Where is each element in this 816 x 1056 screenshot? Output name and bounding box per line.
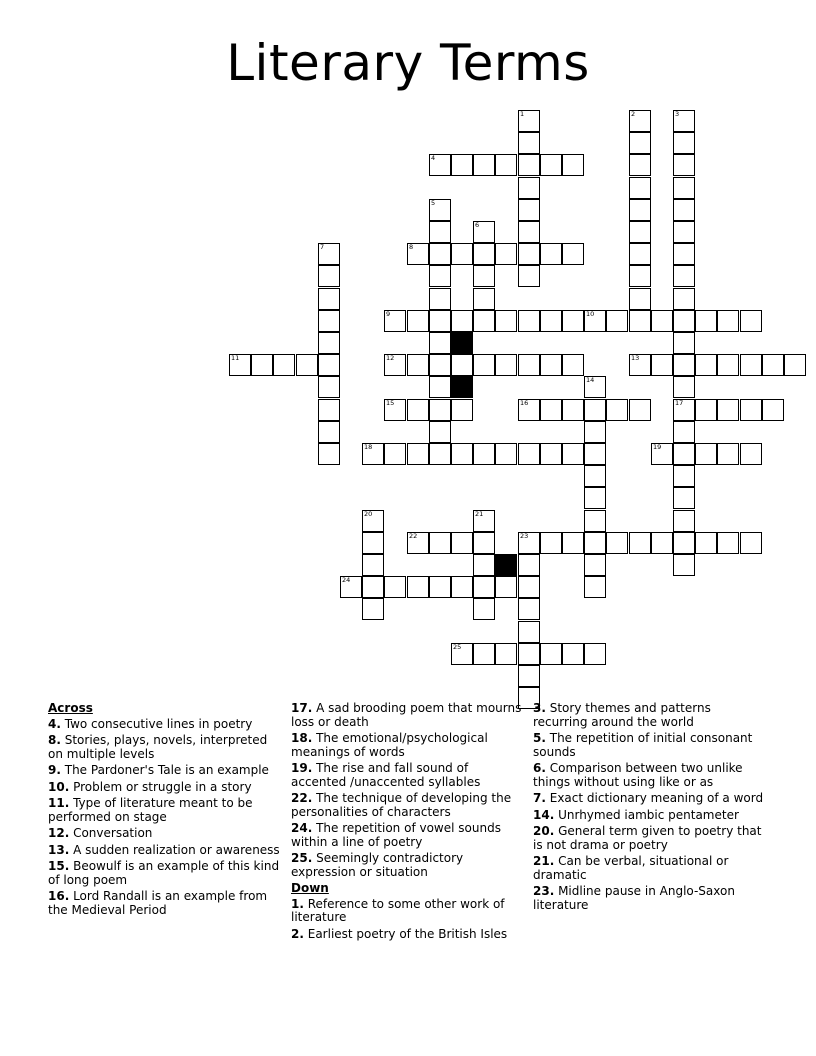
grid-cell[interactable] [673, 465, 695, 487]
clue-item [291, 732, 523, 759]
grid-cell[interactable] [673, 421, 695, 443]
grid-cell[interactable] [673, 221, 695, 243]
clue-number-label: 4. [48, 716, 61, 731]
clue-number: 1 [520, 110, 525, 118]
clue-text: A sudden realization or awareness [69, 842, 280, 857]
grid-cell[interactable] [495, 576, 517, 598]
clue-number-label: 14. [533, 807, 555, 822]
clue-text: Seemingly contradictory expression or situation [291, 851, 464, 879]
clue-number: 4 [431, 154, 436, 162]
grid-cell[interactable] [629, 288, 651, 310]
grid-cell[interactable] [429, 265, 451, 287]
grid-cell[interactable] [584, 554, 606, 576]
clue-item [48, 827, 280, 841]
clue-text: Comparison between two unlike things without using like or as [533, 761, 743, 789]
grid-cell[interactable] [673, 154, 695, 176]
clue-number: 24 [342, 576, 351, 584]
grid-cell[interactable] [407, 310, 429, 332]
grid-cell[interactable] [451, 399, 473, 421]
grid-cell[interactable] [518, 621, 540, 643]
grid-cell[interactable] [318, 376, 340, 398]
grid-cell[interactable] [584, 376, 606, 398]
clue-item [533, 825, 765, 852]
grid-cell[interactable] [473, 643, 495, 665]
grid-cell[interactable] [518, 110, 540, 132]
grid-cell[interactable] [740, 310, 762, 332]
grid-cell[interactable] [451, 154, 473, 176]
grid-cell[interactable] [318, 399, 340, 421]
grid-cell[interactable] [473, 265, 495, 287]
clue-text: Conversation [69, 826, 153, 840]
grid-cell[interactable] [384, 443, 406, 465]
clue-number: 15 [386, 399, 395, 407]
grid-cell[interactable] [318, 243, 340, 265]
grid-cell[interactable] [495, 154, 517, 176]
grid-cell[interactable] [362, 532, 384, 554]
grid-cell[interactable] [296, 354, 318, 376]
clue-text: Story themes and patterns recurring around the world [533, 701, 711, 729]
grid-cell[interactable] [673, 132, 695, 154]
grid-cell[interactable] [429, 288, 451, 310]
grid-cell[interactable] [584, 465, 606, 487]
clue-number-label: 24. [291, 821, 313, 835]
grid-cell[interactable] [562, 310, 584, 332]
grid-cell[interactable] [695, 310, 717, 332]
grid-cell[interactable] [740, 532, 762, 554]
clue-number: 20 [364, 510, 373, 518]
clue-item [533, 809, 765, 823]
clue-number-label: 6. [533, 761, 546, 775]
grid-cell[interactable] [695, 399, 717, 421]
grid-cell[interactable] [740, 399, 762, 421]
grid-cell[interactable] [584, 510, 606, 532]
clue-item [48, 718, 280, 732]
grid-cell[interactable] [673, 554, 695, 576]
clue-number: 19 [653, 443, 662, 451]
grid-cell[interactable] [562, 443, 584, 465]
grid-cell[interactable] [362, 443, 384, 465]
grid-cell[interactable] [318, 332, 340, 354]
grid-cell[interactable] [717, 532, 739, 554]
grid-cell[interactable] [318, 421, 340, 443]
clue-text: Exact dictionary meaning of a word [545, 791, 764, 805]
clue-text: Earliest poetry of the British Isles [303, 926, 508, 941]
grid-cell[interactable] [429, 332, 451, 354]
grid-cell[interactable] [473, 510, 495, 532]
grid-cell[interactable] [495, 443, 517, 465]
clue-number: 13 [631, 354, 640, 362]
grid-cell[interactable] [518, 443, 540, 465]
clue-item [533, 702, 765, 729]
grid-cell[interactable] [717, 354, 739, 376]
clue-number-label: 1. [291, 896, 304, 911]
grid-cell[interactable] [318, 288, 340, 310]
grid-cell[interactable] [584, 310, 606, 332]
grid-cell[interactable] [629, 199, 651, 221]
clue-item [291, 792, 523, 819]
grid-cell[interactable] [784, 354, 806, 376]
grid-cell[interactable] [429, 310, 451, 332]
grid-cell[interactable] [695, 532, 717, 554]
grid-cell[interactable] [318, 265, 340, 287]
clue-number: 11 [231, 354, 240, 362]
grid-cell[interactable] [518, 598, 540, 620]
grid-cell[interactable] [606, 532, 628, 554]
clue-number-label: 9. [48, 763, 61, 777]
clue-item [291, 822, 523, 849]
grid-cell[interactable] [673, 354, 695, 376]
clue-number-label: 13. [48, 842, 70, 857]
grid-cell[interactable] [340, 576, 362, 598]
grid-cell[interactable] [429, 199, 451, 221]
grid-cell[interactable] [518, 399, 540, 421]
clue-text: The technique of developing the personalities of characters [291, 791, 512, 819]
clue-number-label: 17. [291, 701, 313, 715]
grid-cell[interactable] [318, 443, 340, 465]
grid-cell[interactable] [695, 443, 717, 465]
grid-cell[interactable] [651, 443, 673, 465]
clue-item [291, 762, 523, 789]
grid-cell[interactable] [473, 598, 495, 620]
black-square [451, 332, 473, 354]
clue-number-label: 12. [48, 826, 70, 840]
grid-cell[interactable] [717, 399, 739, 421]
clue-number-label: 8. [48, 733, 61, 747]
grid-cell[interactable] [407, 576, 429, 598]
grid-cell[interactable] [629, 354, 651, 376]
grid-cell[interactable] [451, 643, 473, 665]
grid-cell[interactable] [540, 443, 562, 465]
clue-number-label: 23. [533, 884, 555, 898]
grid-cell[interactable] [518, 354, 540, 376]
grid-cell[interactable] [584, 399, 606, 421]
clue-number-label: 3. [533, 701, 546, 715]
grid-cell[interactable] [429, 421, 451, 443]
clue-item [291, 852, 523, 879]
page-title: Literary Terms [226, 34, 590, 92]
clue-number: 8 [409, 243, 414, 251]
grid-cell[interactable] [384, 354, 406, 376]
grid-cell[interactable] [629, 177, 651, 199]
grid-cell[interactable] [273, 354, 295, 376]
clue-text: Unrhymed iambic pentameter [554, 807, 739, 822]
grid-cell[interactable] [362, 554, 384, 576]
clue-number: 10 [586, 310, 595, 318]
grid-cell[interactable] [673, 532, 695, 554]
clue-item [48, 844, 280, 858]
grid-cell[interactable] [473, 154, 495, 176]
grid-cell[interactable] [495, 354, 517, 376]
clue-item [291, 898, 523, 925]
grid-cell[interactable] [362, 598, 384, 620]
clue-item [291, 928, 523, 942]
grid-cell[interactable] [518, 576, 540, 598]
grid-cell[interactable] [584, 421, 606, 443]
clue-number-label: 18. [291, 731, 313, 745]
grid-cell[interactable] [762, 354, 784, 376]
clue-number: 23 [520, 532, 529, 540]
clue-text: General term given to poetry that is not drama or poetry [533, 824, 762, 852]
clue-text: The repetition of vowel sounds within a line of poetry [291, 821, 501, 849]
grid-cell[interactable] [518, 265, 540, 287]
clue-number: 7 [320, 243, 325, 251]
clue-number: 12 [386, 354, 395, 362]
clue-number: 17 [675, 399, 684, 407]
grid-cell[interactable] [673, 487, 695, 509]
grid-cell[interactable] [473, 310, 495, 332]
clue-item [48, 860, 280, 887]
grid-cell[interactable] [473, 243, 495, 265]
clue-number: 18 [364, 443, 373, 451]
grid-cell[interactable] [451, 243, 473, 265]
grid-cell[interactable] [651, 354, 673, 376]
grid-cell[interactable] [518, 532, 540, 554]
clue-number-label: 15. [48, 859, 70, 873]
clue-number-label: 7. [533, 791, 546, 805]
grid-cell[interactable] [429, 376, 451, 398]
grid-cell[interactable] [673, 399, 695, 421]
grid-cell[interactable] [584, 643, 606, 665]
across-header: Across [48, 701, 93, 715]
clue-text: Two consecutive lines in poetry [60, 716, 253, 731]
grid-cell[interactable] [562, 643, 584, 665]
grid-cell[interactable] [451, 576, 473, 598]
down-header: Down [291, 881, 329, 895]
grid-cell[interactable] [629, 532, 651, 554]
clue-number-label: 20. [533, 824, 555, 838]
clue-column-3 [533, 702, 765, 915]
grid-cell[interactable] [584, 443, 606, 465]
grid-cell[interactable] [540, 154, 562, 176]
clue-item [533, 792, 765, 806]
clue-text: Type of literature meant to be performed on stage [48, 796, 253, 824]
clue-text: The emotional/psychological meanings of words [291, 731, 488, 759]
grid-cell[interactable] [473, 354, 495, 376]
grid-cell[interactable] [384, 576, 406, 598]
clue-item [291, 702, 523, 729]
black-square [495, 554, 517, 576]
clue-number-label: 22. [291, 791, 313, 805]
grid-cell[interactable] [518, 643, 540, 665]
clue-text: Stories, plays, novels, interpreted on multiple levels [48, 733, 268, 761]
grid-cell[interactable] [407, 399, 429, 421]
grid-cell[interactable] [495, 310, 517, 332]
grid-cell[interactable] [407, 243, 429, 265]
grid-cell[interactable] [584, 576, 606, 598]
grid-cell[interactable] [384, 399, 406, 421]
grid-cell[interactable] [673, 310, 695, 332]
grid-cell[interactable] [473, 576, 495, 598]
grid-cell[interactable] [629, 243, 651, 265]
grid-cell[interactable] [451, 443, 473, 465]
clue-item [48, 781, 280, 795]
clue-text: Reference to some other work of literature [291, 896, 505, 924]
grid-cell[interactable] [717, 443, 739, 465]
grid-cell[interactable] [518, 665, 540, 687]
grid-cell[interactable] [429, 154, 451, 176]
clue-text: Problem or struggle in a story [69, 779, 252, 794]
grid-cell[interactable] [429, 354, 451, 376]
clue-text: Lord Randall is an example from the Medieval Period [48, 889, 268, 917]
clue-item [48, 734, 280, 761]
grid-cell[interactable] [429, 221, 451, 243]
grid-cell[interactable] [673, 376, 695, 398]
grid-cell[interactable] [606, 399, 628, 421]
grid-cell[interactable] [629, 110, 651, 132]
grid-cell[interactable] [651, 532, 673, 554]
grid-cell[interactable] [673, 110, 695, 132]
grid-cell[interactable] [629, 221, 651, 243]
clue-number-label: 25. [291, 851, 313, 865]
grid-cell[interactable] [518, 199, 540, 221]
grid-cell[interactable] [584, 487, 606, 509]
grid-cell[interactable] [740, 443, 762, 465]
grid-cell[interactable] [451, 310, 473, 332]
grid-cell[interactable] [562, 243, 584, 265]
clue-number: 21 [475, 510, 484, 518]
clue-number: 6 [475, 221, 480, 229]
grid-cell[interactable] [518, 154, 540, 176]
grid-cell[interactable] [540, 310, 562, 332]
grid-cell[interactable] [473, 532, 495, 554]
grid-cell[interactable] [518, 243, 540, 265]
grid-cell[interactable] [673, 288, 695, 310]
grid-cell[interactable] [362, 510, 384, 532]
grid-cell[interactable] [362, 576, 384, 598]
grid-cell[interactable] [629, 265, 651, 287]
grid-cell[interactable] [562, 399, 584, 421]
grid-cell[interactable] [673, 443, 695, 465]
grid-cell[interactable] [717, 310, 739, 332]
grid-cell[interactable] [540, 243, 562, 265]
grid-cell[interactable] [651, 310, 673, 332]
clue-item [533, 885, 765, 912]
grid-cell[interactable] [473, 288, 495, 310]
grid-cell[interactable] [495, 643, 517, 665]
clue-item [533, 732, 765, 759]
grid-cell[interactable] [673, 332, 695, 354]
grid-cell[interactable] [540, 354, 562, 376]
clue-text: The repetition of initial consonant sounds [533, 731, 753, 759]
grid-cell[interactable] [518, 177, 540, 199]
grid-cell[interactable] [429, 576, 451, 598]
clue-number: 9 [386, 310, 391, 318]
grid-cell[interactable] [473, 221, 495, 243]
grid-cell[interactable] [762, 399, 784, 421]
grid-cell[interactable] [562, 532, 584, 554]
grid-cell[interactable] [673, 265, 695, 287]
clue-number: 2 [631, 110, 636, 118]
grid-cell[interactable] [429, 399, 451, 421]
grid-cell[interactable] [629, 132, 651, 154]
grid-cell[interactable] [673, 177, 695, 199]
grid-cell[interactable] [429, 532, 451, 554]
grid-cell[interactable] [473, 443, 495, 465]
grid-cell[interactable] [673, 199, 695, 221]
clue-item [533, 855, 765, 882]
clue-text: The rise and fall sound of accented /unaccented syllables [291, 761, 481, 789]
clue-number: 14 [586, 376, 595, 384]
grid-cell[interactable] [518, 310, 540, 332]
clue-text: Beowulf is an example of this kind of long poem [48, 859, 280, 887]
clue-number-label: 16. [48, 889, 70, 903]
clue-number-label: 2. [291, 926, 304, 941]
grid-cell[interactable] [407, 532, 429, 554]
clue-text: A sad brooding poem that mourns loss or death [291, 701, 522, 729]
clue-text: Can be verbal, situational or dramatic [533, 854, 729, 882]
grid-cell[interactable] [429, 443, 451, 465]
clue-item [48, 764, 280, 778]
grid-cell[interactable] [495, 243, 517, 265]
grid-cell[interactable] [629, 154, 651, 176]
clue-column-1 [48, 702, 280, 920]
clue-number: 5 [431, 199, 436, 207]
grid-cell[interactable] [584, 532, 606, 554]
grid-cell[interactable] [384, 310, 406, 332]
clue-number-label: 5. [533, 731, 546, 745]
grid-cell[interactable] [251, 354, 273, 376]
clue-number: 16 [520, 399, 529, 407]
grid-cell[interactable] [407, 443, 429, 465]
grid-cell[interactable] [673, 243, 695, 265]
clue-number-label: 11. [48, 796, 70, 810]
clue-number-label: 19. [291, 761, 313, 775]
grid-cell[interactable] [229, 354, 251, 376]
grid-cell[interactable] [562, 154, 584, 176]
grid-cell[interactable] [318, 310, 340, 332]
clue-number: 25 [453, 643, 462, 651]
grid-cell[interactable] [629, 310, 651, 332]
grid-cell[interactable] [518, 221, 540, 243]
grid-cell[interactable] [740, 354, 762, 376]
grid-cell[interactable] [473, 554, 495, 576]
grid-cell[interactable] [695, 354, 717, 376]
clue-item [48, 797, 280, 824]
grid-cell[interactable] [318, 354, 340, 376]
clue-number-label: 21. [533, 854, 555, 868]
grid-cell[interactable] [429, 243, 451, 265]
clue-number-label: 10. [48, 779, 70, 794]
grid-cell[interactable] [518, 554, 540, 576]
clue-column-2 [291, 702, 523, 944]
grid-cell[interactable] [518, 132, 540, 154]
grid-cell[interactable] [606, 310, 628, 332]
grid-cell[interactable] [407, 354, 429, 376]
clue-number: 22 [409, 532, 418, 540]
clue-text: The Pardoner's Tale is an example [60, 763, 269, 777]
clue-item [48, 890, 280, 917]
clue-text: Midline pause in Anglo-Saxon literature [533, 884, 735, 912]
grid-cell[interactable] [562, 354, 584, 376]
grid-cell[interactable] [629, 399, 651, 421]
grid-cell[interactable] [540, 532, 562, 554]
black-square [451, 376, 473, 398]
grid-cell[interactable] [540, 643, 562, 665]
clue-item [533, 762, 765, 789]
grid-cell[interactable] [673, 510, 695, 532]
grid-cell[interactable] [540, 399, 562, 421]
clue-number: 3 [675, 110, 680, 118]
grid-cell[interactable] [451, 532, 473, 554]
grid-cell[interactable] [451, 354, 473, 376]
